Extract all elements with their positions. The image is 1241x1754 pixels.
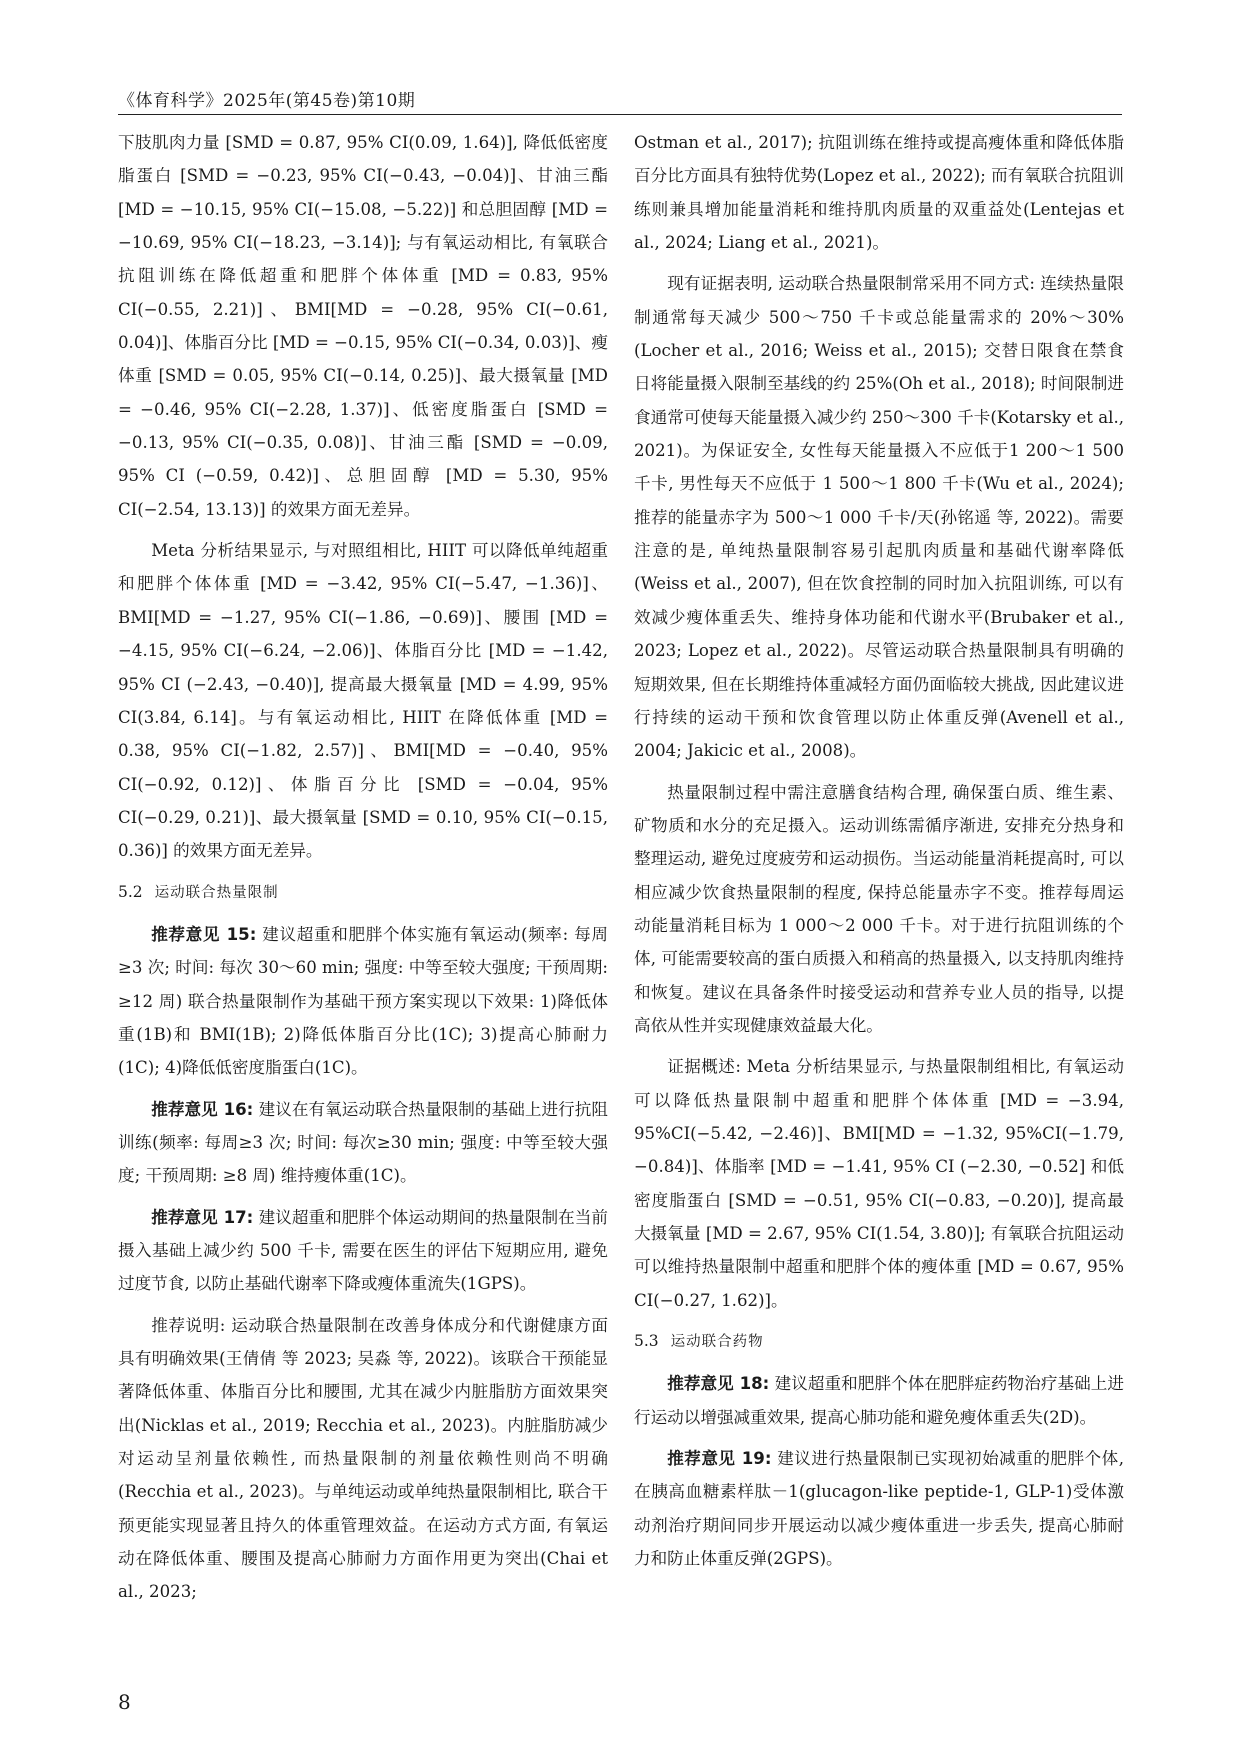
paragraph-training-advantages: Ostman et al., 2017); 抗阻训练在维持或提高瘦体重和降低体脂百分比方面具有独特优势(Lopez et al., 2022); 而有氧联合抗阻训练则兼具增加能量消耗和维持肌肉质量的双重益处(Lentejas et al., 2024; Liang et al., 2021)。 [634, 133, 1124, 253]
recommendation-label: 推荐意见 16: [151, 1099, 254, 1119]
recommendation-label: 推荐意见 17: [151, 1207, 254, 1227]
paragraph-evidence-summary: 证据概述: Meta 分析结果显示, 与热量限制组相比, 有氧运动可以降低热量限制中超重和肥胖个体体重 [MD = −3.94, 95%CI(−5.42, −2.46)]、BMI[MD = −1.32, 95%CI(−1.79, −0.84)]、体脂率 [MD = −1.41, 95% CI (−2.30, −0.52] 和低密度脂蛋白 [SMD = −0.51, 95% CI(−0.83, −0.20)], 提高最大摄氧量 [MD = 2.67, 95% CI(1.54, 3.80)]; 有氧联合抗阻运动可以维持热量限制中超重和肥胖个体的瘦体重 [MD = 0.67, 95% CI(−0.27, 1.62)]。 [634, 1057, 1124, 1310]
paragraph-hiit-results: Meta 分析结果显示, 与对照组相比, HIIT 可以降低单纯超重和肥胖个体体重 [MD = −3.42, 95% CI(−5.47, −1.36)]、BMI[MD = −1.27, 95% CI(−1.86, −0.69)]、腰围 [MD = −4.15, 95% CI(−6.24, −2.06)]、体脂百分比 [MD = −1.42, 95% CI (−2.43, −0.40)], 提高最大摄氧量 [MD = 4.99, 95% CI(3.84, 6.14]。与有氧运动相比, HIIT 在降低体重 [MD = 0.38, 95% CI(−1.82, 2.57)]、BMI[MD = −0.40, 95% CI(−0.92, 0.12)]、体脂百分比 [SMD = −0.04, 95% CI(−0.29, 0.21)]、最大摄氧量 [SMD = 0.10, 95% CI(−0.15, 0.36)] 的效果方面无差异。 [118, 541, 608, 861]
recommendation-label: 推荐意见 15: [151, 924, 257, 944]
recommendation-text: 建议超重和肥胖个体实施有氧运动(频率: 每周≥3 次; 时间: 每次 30～60 min; 强度: 中等至较大强度; 干预周期: ≥12 周) 联合热量限制作为基础干预方案实现以下效果: 1)降低体重(1B)和 BMI(1B); 2)降低体脂百分比(1C); 3)提高心肺耐力(1C); 4)降低低密度脂蛋白(1C)。 [118, 924, 608, 1078]
page-number: 8 [118, 1690, 131, 1714]
recommendation-17 [118, 1201, 608, 1301]
journal-header: 《体育科学》2025年(第45卷)第10期 [118, 91, 416, 111]
paragraph-diet-structure: 热量限制过程中需注意膳食结构合理, 确保蛋白质、维生素、矿物质和水分的充足摄入。运动训练需循序渐进, 安排充分热身和整理运动, 避免过度疲劳和运动损伤。当运动能量消耗提高时, 可以相应减少饮食热量限制的程度, 保持总能量赤字不变。推荐每周运动能量消耗目标为 1 000～2 000 千卡。对于进行抗阻训练的个体, 可能需要较高的蛋白质摄入和稍高的热量摄入, 以支持肌肉维持和恢复。建议在具备条件时接受运动和营养专业人员的指导, 以提高依从性并实现健康效益最大化。 [634, 782, 1124, 1035]
recommendation-text: 建议在有氧运动联合热量限制的基础上进行抗阻训练(频率: 每周≥3 次; 时间: 每次≥30 min; 强度: 中等至较大强度; 干预周期: ≥8 周) 维持瘦体重(1C)。 [118, 1099, 608, 1186]
section-heading-5-3 [634, 1325, 1124, 1359]
paragraph-calorie-restriction-methods: 现有证据表明, 运动联合热量限制常采用不同方式: 连续热量限制通常每天减少 500～750 千卡或总能量需求的 20%～30%(Locher et al., 2016; Weiss et al., 2015); 交替日限食在禁食日将能量摄入限制至基线的约 25%(Oh et al., 2018); 时间限制进食通常可使每天能量摄入减少约 250～300 千卡(Kotarsky et al., 2021)。为保证安全, 女性每天能量摄入不应低于1 200～1 500 千卡, 男性每天不应低于 1 500～1 800 千卡(Wu et al., 2024); 推荐的能量赤字为 500～1 000 千卡/天(孙铭遥 等, 2022)。需要注意的是, 单纯热量限制容易引起肌肉质量和基础代谢率降低(Weiss et al., 2007), 但在饮食控制的同时加入抗阻训练, 可以有效减少瘦体重丢失、维持身体功能和代谢水平(Brubaker et al., 2023; Lopez et al., 2022)。尽管运动联合热量限制具有明确的短期效果, 但在长期维持体重减轻方面仍面临较大挑战, 因此建议进行持续的运动干预和饮食管理以防止体重反弹(Avenell et al., 2004; Jakicic et al., 2008)。 [634, 274, 1124, 761]
recommendation-label: 推荐意见 19: [667, 1449, 772, 1469]
header-rule [118, 114, 1122, 115]
paragraph-recommendation-explanation: 推荐说明: 运动联合热量限制在改善身体成分和代谢健康方面具有明确效果(王倩倩 等 2023; 吴淼 等, 2022)。该联合干预能显著降低体重、体脂百分比和腰围, 尤其在减少内脏脂肪方面效果突出(Nicklas et al., 2019; Recchia et al., 2023)。内脏脂肪减少对运动呈剂量依赖性, 而热量限制的剂量依赖性则尚不明确(Recchia et al., 2023)。与单纯运动或单纯热量限制相比, 联合干预更能实现显著且持久的体重管理效益。在运动方式方面, 有氧运动在降低体重、腰围及提高心肺耐力方面作用更为突出(Chai et al., 2023; [118, 1315, 608, 1602]
recommendation-label: 推荐意见 18: [667, 1374, 770, 1394]
recommendation-text: 建议超重和肥胖个体运动期间的热量限制在当前摄入基础上减少约 500 千卡, 需要在医生的评估下短期应用, 避免过度节食, 以防止基础代谢率下降或瘦体重流失(1GPS)。 [118, 1207, 608, 1294]
recommendation-18 [634, 1367, 1124, 1434]
right-column [634, 126, 1124, 1583]
paragraph-aerobic-resistance-results: 下肢肌肉力量 [SMD = 0.87, 95% CI(0.09, 1.64)], 降低低密度脂蛋白 [SMD = −0.23, 95% CI(−0.43, −0.04)]、甘油三酯 [MD = −10.15, 95% CI(−15.08, −5.22)] 和总胆固醇 [MD = −10.69, 95% CI(−18.23, −3.14)]; 与有氧运动相比, 有氧联合抗阻训练在降低超重和肥胖个体体重 [MD = 0.83, 95% CI(−0.55, 2.21)]、BMI[MD = −0.28, 95% CI(−0.61, 0.04)]、体脂百分比 [MD = −0.15, 95% CI(−0.34, 0.03)]、瘦体重 [SMD = 0.05, 95% CI(−0.14, 0.25)]、最大摄氧量 [MD = −0.46, 95% CI(−2.28, 1.37)]、低密度脂蛋白 [SMD = −0.13, 95% CI(−0.35, 0.08)]、甘油三酯 [SMD = −0.09, 95% CI (−0.59, 0.42)]、总胆固醇 [MD = 5.30, 95% CI(−2.54, 13.13)] 的效果方面无差异。 [118, 133, 608, 519]
recommendation-16 [118, 1093, 608, 1193]
section-heading-5-2 [118, 876, 608, 910]
recommendation-15 [118, 918, 608, 1085]
left-column [118, 126, 608, 1617]
section-title: 运动联合药物 [670, 1334, 764, 1351]
recommendation-19 [634, 1442, 1124, 1575]
section-number: 5.3 [634, 1332, 659, 1351]
section-number: 5.2 [118, 882, 143, 901]
recommendation-text: 建议进行热量限制已实现初始减重的肥胖个体, 在胰高血糖素样肽－1(glucagon-like peptide-1, GLP-1)受体激动剂治疗期间同步开展运动以减少瘦体重进一步丢失, 提高心肺耐力和防止体重反弹(2GPS)。 [634, 1449, 1124, 1569]
section-title: 运动联合热量限制 [154, 884, 279, 901]
recommendation-text: 建议超重和肥胖个体在肥胖症药物治疗基础上进行运动以增强减重效果, 提高心肺功能和避免瘦体重丢失(2D)。 [634, 1374, 1124, 1427]
